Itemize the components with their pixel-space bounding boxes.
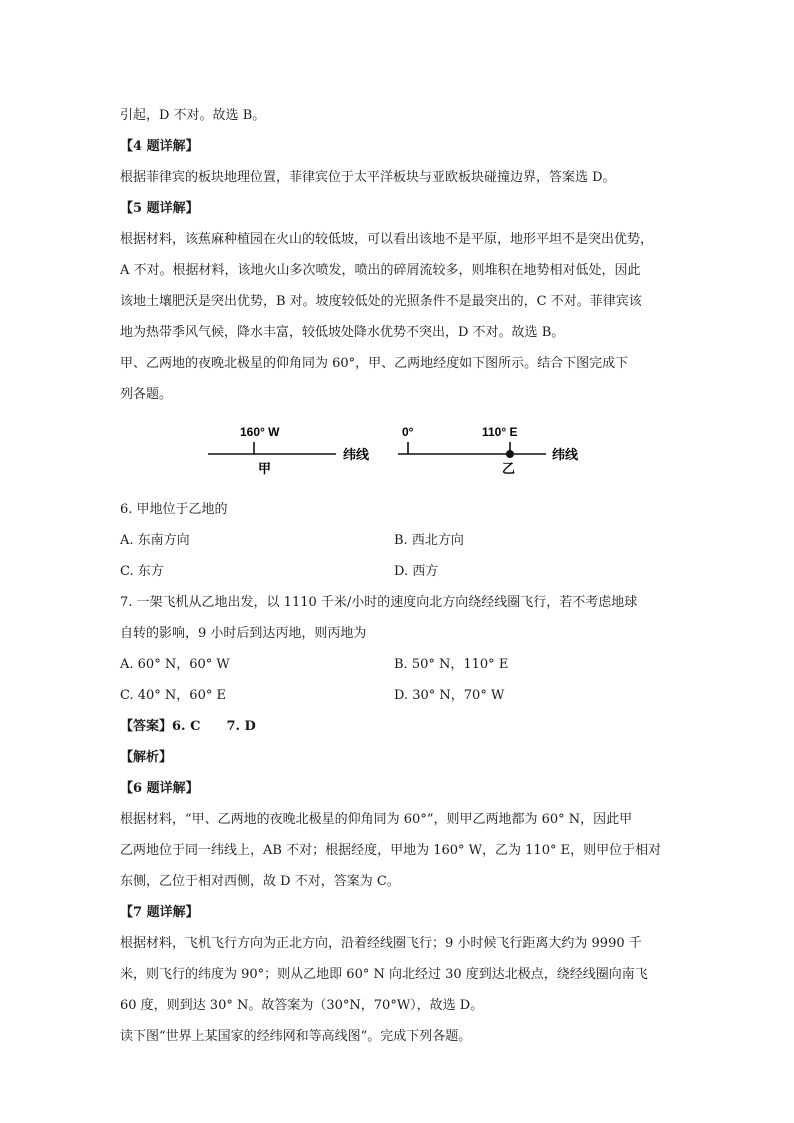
q7-option-d: D. 30° N，70° W [394,688,505,703]
label-0deg: 0° [402,425,414,439]
q6-option-a: A. 东南方向 [120,533,190,548]
text-line: 60 度，则到达 30° N。故答案为（30°N，70°W），故选 D。 [120,998,484,1013]
q6-option-b: B. 西北方向 [394,533,464,548]
label-weixian-left: 纬线 [343,448,370,463]
q6-option-c: C. 东方 [120,564,164,579]
latitude-lines-figure [202,410,602,494]
label-160w: 160° W [240,425,280,439]
text-line: 根据材料，“甲、乙两地的夜晚北极星的仰角同为 60°”，则甲乙两地都为 60° N，因此甲 [120,812,633,827]
q7-option-b: B. 50° N，110° E [394,657,509,672]
q7-option-c: C. 40° N，60° E [120,688,226,703]
section-heading: 【答案】6. C 7. D [120,719,256,734]
point-yi [506,450,514,458]
section-heading: 【4 题详解】 [120,139,199,154]
section-heading: 【6 题详解】 [120,781,199,796]
section-heading: 【5 题详解】 [120,201,199,216]
label-jia: 甲 [258,462,272,477]
q7-options-row2 [120,680,680,711]
text-line: 地为热带季风气候，降水丰富，较低坡处降水优势不突出，D 不对。故选 B。 [120,325,565,340]
text-line: 根据材料，该蕉麻种植园在火山的较低坡，可以看出该地不是平原，地形平坦不是突出优势， [120,232,654,247]
section-heading: 【解析】 [120,750,173,765]
q7-option-a: A. 60° N，60° W [120,657,230,672]
label-110e: 110° E [482,425,518,439]
q7-options-row1 [120,649,680,680]
label-yi: 乙 [502,462,516,477]
q6-stem: 6. 甲地位于乙地的 [120,502,228,517]
document-page [120,100,680,1052]
text-line: 根据菲律宾的板块地理位置，菲律宾位于太平洋板块与亚欧板块碰撞边界，答案选 D。 [120,170,616,185]
q6-option-d: D. 西方 [394,564,439,579]
text-line: 引起，D 不对。故选 B。 [120,108,266,123]
latitude-diagram [120,410,680,494]
text-line: 该地土壤肥沃是突出优势，B 对。坡度较低处的光照条件不是最突出的，C 不对。菲律宾该 [120,294,642,309]
question-7 [120,587,680,711]
text-line: 读下图“世界上某国家的经纬网和等高线图”。完成下列各题。 [120,1029,472,1044]
section-heading: 【7 题详解】 [120,905,199,920]
text-line: A 不对。根据材料，该地火山多次喷发，喷出的碎屑流较多，则堆积在地势相对低处，因此 [120,263,641,278]
text-line: 根据材料，飞机飞行方向为正北方向，沿着经线圈飞行；9 小时候飞行距离大约为 9990 千 [120,936,642,951]
text-line: 甲、乙两地的夜晚北极星的仰角同为 60°，甲、乙两地经度如下图所示。结合下图完成下 [120,356,629,371]
text-line: 列各题。 [120,387,173,402]
text-line: 东侧，乙位于相对西侧，故 D 不对，答案为 C。 [120,874,400,889]
q7-stem-line1: 7. 一架飞机从乙地出发，以 1110 千米/小时的速度向北方向绕经线圈飞行，若不考虑地球 [120,595,638,610]
text-line: 米，则飞行的纬度为 90°；则从乙地即 60° N 向北经过 30 度到达北极点，绕经线圈向南飞 [120,967,648,982]
q6-options-row1 [120,525,680,556]
paragraph-block-top [120,100,680,410]
label-weixian-right: 纬线 [552,448,579,463]
q6-options-row2 [120,556,680,587]
paragraph-block-bottom [120,711,680,1052]
q7-stem-line2: 自转的影响，9 小时后到达丙地，则丙地为 [120,626,367,641]
text-line: 乙两地位于同一纬线上，AB 不对；根据经度，甲地为 160° W，乙为 110° E，则甲位于相对 [120,843,662,858]
question-6 [120,494,680,587]
